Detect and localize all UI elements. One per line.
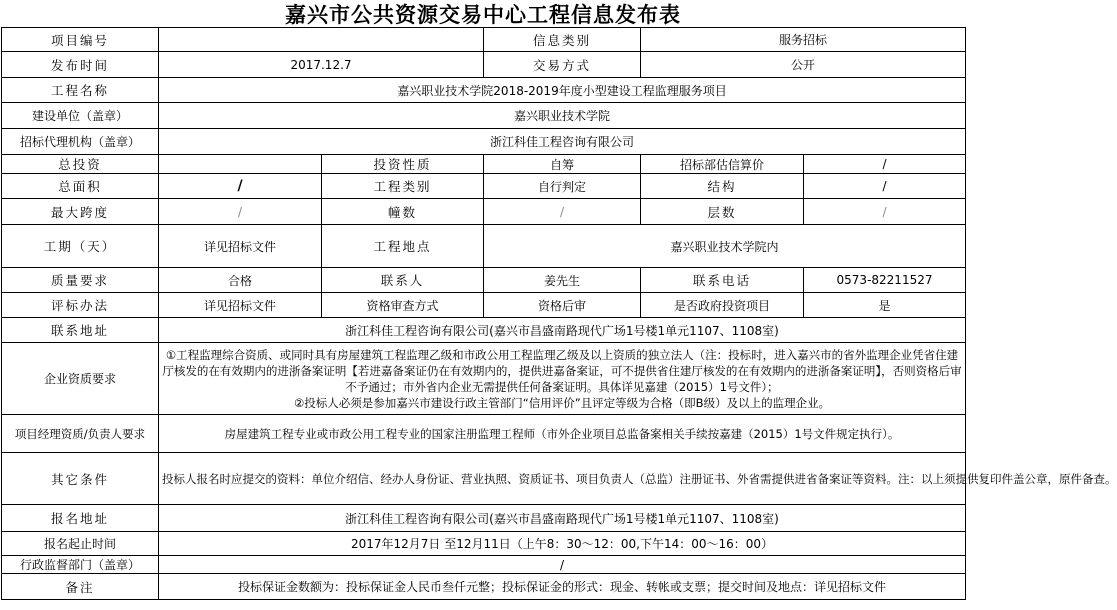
reg-time-value: 2017年12月7日 至12月11日（上午8：30～12：00,下午14：00～16：00） <box>159 532 966 556</box>
location-value: 嘉兴职业技术学院内 <box>484 225 966 268</box>
qualification-method-label: 资格审查方式 <box>322 293 484 318</box>
row-reg-address <box>2 505 966 532</box>
investment-label: 总投资 <box>2 155 159 174</box>
max-span-label: 最大跨度 <box>2 199 159 225</box>
duration-label: 工期（天） <box>2 225 159 268</box>
phone-label: 联系电话 <box>641 268 804 293</box>
row-quality <box>2 268 966 293</box>
page-title: 嘉兴市公共资源交易中心工程信息发布表 <box>285 3 681 27</box>
info-table <box>1 27 1117 600</box>
location-label: 工程地点 <box>322 225 484 268</box>
row-publish <box>2 52 966 78</box>
row-owner <box>2 103 966 129</box>
blocks-value: / <box>484 199 641 225</box>
project-type-value: 自行判定 <box>484 174 641 199</box>
phone-value: 0573-82211527 <box>804 268 966 293</box>
agent-value: 浙江科佳工程咨询有限公司 <box>159 129 966 155</box>
owner-value: 嘉兴职业技术学院 <box>159 103 966 129</box>
other-conditions-label: 其它条件 <box>2 453 159 505</box>
row-manager <box>2 415 966 453</box>
qualification-method-value: 资格后审 <box>484 293 641 318</box>
budget-label: 招标部估信算价 <box>641 155 804 174</box>
reg-address-value: 浙江科佳工程咨询有限公司(嘉兴市昌盛南路现代广场1号楼1单元1107、1108室) <box>159 505 966 532</box>
area-value: / <box>159 174 322 199</box>
evaluation-label: 评标办法 <box>2 293 159 318</box>
row-area <box>2 174 966 199</box>
project-name-value: 嘉兴职业技术学院2018-2019年度小型建设工程监理服务项目 <box>159 78 966 103</box>
gov-investment-value: 是 <box>804 293 966 318</box>
investment-value <box>159 155 322 174</box>
structure-value: / <box>804 174 966 199</box>
reg-time-label: 报名起止时间 <box>2 532 159 556</box>
max-span-value: / <box>159 199 322 225</box>
publish-time-label: 发布时间 <box>2 52 159 78</box>
row-reg-time <box>2 532 966 556</box>
supervisor-label: 行政监督部门（盖章） <box>2 556 159 574</box>
remark-label: 备注 <box>2 574 159 600</box>
row-remark <box>2 574 966 600</box>
investment-nature-value: 自筹 <box>484 155 641 174</box>
structure-label: 结构 <box>641 174 804 199</box>
row-span <box>2 199 966 225</box>
project-no-label: 项目编号 <box>2 28 159 52</box>
reg-address-label: 报名地址 <box>2 505 159 532</box>
manager-req-value: 房屋建筑工程专业或市政公用工程专业的国家注册监理工程师（市外企业项目总监备案相关手续按嘉建（2015）1号文件规定执行）。 <box>159 415 966 453</box>
info-type-value: 服务招标 <box>641 28 966 52</box>
row-duration <box>2 225 966 268</box>
project-no-value <box>159 28 484 52</box>
remark-value: 投标保证金数额为：投标保证金人民币叁仟元整；投标保证金的形式：现金、转帐或支票；提交时间及地点：详见招标文件 <box>159 574 966 600</box>
contact-label: 联系人 <box>322 268 484 293</box>
duration-value: 详见招标文件 <box>159 225 322 268</box>
row-agent <box>2 129 966 155</box>
publish-time-value: 2017.12.7 <box>159 52 484 78</box>
project-type-label: 工程类别 <box>322 174 484 199</box>
trade-method-value: 公开 <box>641 52 966 78</box>
owner-label: 建设单位（盖章） <box>2 103 159 129</box>
quality-value: 合格 <box>159 268 322 293</box>
area-label: 总面积 <box>2 174 159 199</box>
manager-req-label: 项目经理资质/负责人要求 <box>2 415 159 453</box>
contact-value: 姜先生 <box>484 268 641 293</box>
info-type-label: 信息类别 <box>484 28 641 52</box>
row-investment <box>2 155 966 174</box>
enterprise-req-label: 企业资质要求 <box>2 343 159 415</box>
trade-method-label: 交易方式 <box>484 52 641 78</box>
row-enterprise <box>2 343 966 415</box>
row-address <box>2 318 966 343</box>
floors-label: 层数 <box>641 199 804 225</box>
blocks-label: 幢数 <box>322 199 484 225</box>
investment-nature-label: 投资性质 <box>322 155 484 174</box>
row-project-name <box>2 78 966 103</box>
floors-value: / <box>804 199 966 225</box>
address-value: 浙江科佳工程咨询有限公司(嘉兴市昌盛南路现代广场1号楼1单元1107、1108室) <box>159 318 966 343</box>
row-supervisor <box>2 556 966 574</box>
evaluation-value: 详见招标文件 <box>159 293 322 318</box>
other-conditions-value: 投标人报名时应提交的资料：单位介绍信、经办人身份证、营业执照、资质证书、项目负责人（总监）注册证书、外省需提供进省备案证等资料。注：以上须提供复印件盖公章，原件备查。 <box>159 453 966 505</box>
quality-label: 质量要求 <box>2 268 159 293</box>
row-project-no <box>2 28 966 52</box>
supervisor-value: / <box>159 556 966 574</box>
address-label: 联系地址 <box>2 318 159 343</box>
project-name-label: 工程名称 <box>2 78 159 103</box>
agent-label: 招标代理机构（盖章） <box>2 129 159 155</box>
row-evaluation <box>2 293 966 318</box>
enterprise-req-value: ①工程监理综合资质、或同时具有房屋建筑工程监理乙级和市政公用工程监理乙级及以上资质的独立法人（注：投标时，进入嘉兴市的省外监理企业凭省住建厅核发的在有效期内的进浙备案证明【若进嘉备案证仍在有效期内的，提供进嘉备案证，可不提供省住建厅核发的在有效期内的进浙备案证明】，否则资格后审不予通过；市外省内企业无需提供任何备案证明。具体详见嘉建（2015）1号文件）； ②投标人必须是参加嘉兴市建设行政主管部门“信用评价”且评定等级为合格（即B级）及以上的监理企业。 <box>159 343 966 415</box>
gov-investment-label: 是否政府投资项目 <box>641 293 804 318</box>
row-other <box>2 453 966 505</box>
budget-value: / <box>804 155 966 174</box>
